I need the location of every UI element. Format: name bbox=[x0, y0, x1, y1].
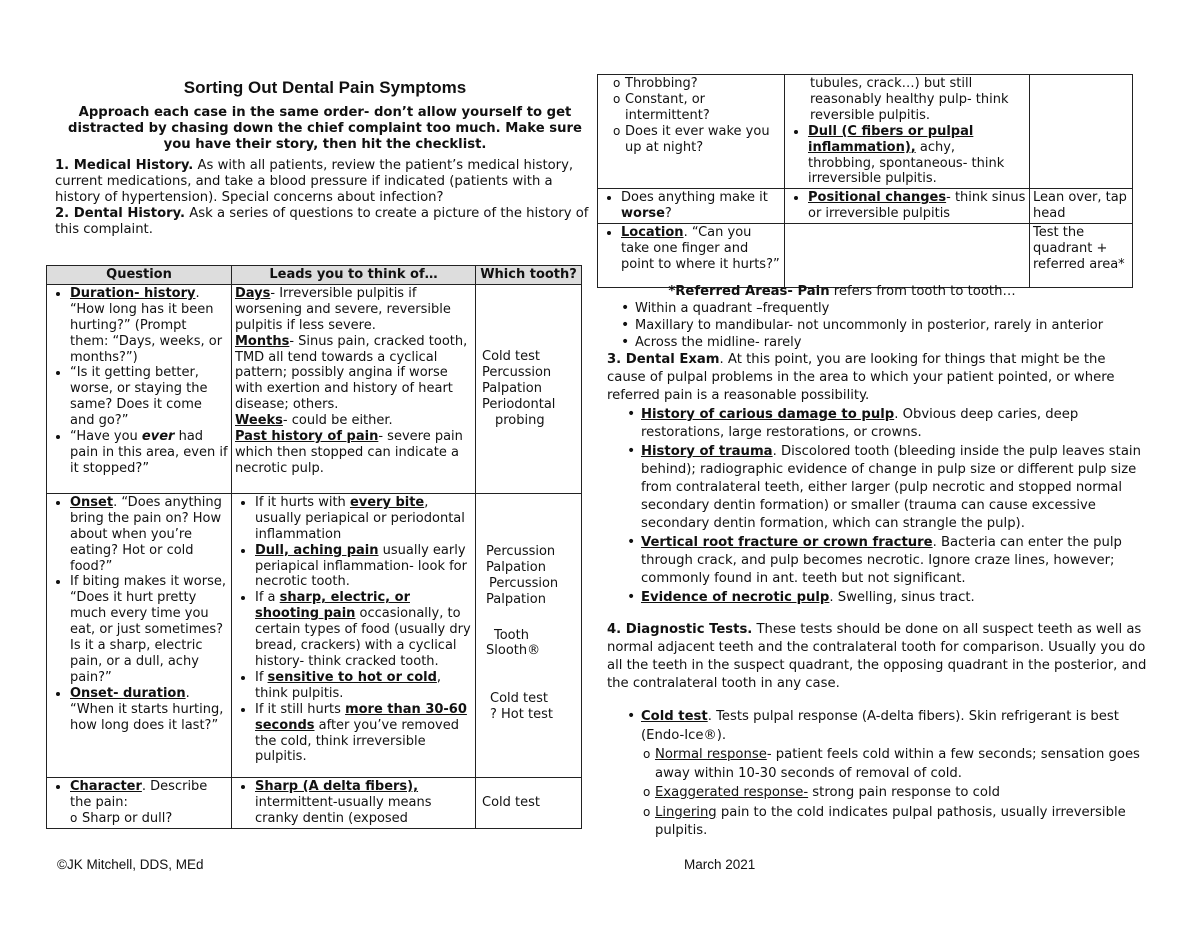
diagnostic-tests-text: 4. Diagnostic Tests. These tests should be done on all suspect teeth as well as normal adjacent teeth and the contralateral tooth for comparison. Usually you do all the teeth in the suspect quadrant, the opposing quadrant in the posterior, and the contralateral tooth in any case. bbox=[607, 622, 1147, 691]
question-list bbox=[50, 495, 228, 734]
leads-text: Days- Irreversible pulpitis if worsening and severe, reversible pulpitis if less severe. bbox=[235, 285, 451, 333]
list-item: • If it hurts with every bite, usually periapical or periodontal inflammation bbox=[255, 495, 472, 543]
referred-list bbox=[607, 300, 1147, 351]
list-item: o Does it ever wake you up at night? bbox=[625, 124, 781, 156]
dental-history-text: Ask a series of questions to create a picture of the history of this complaint. bbox=[55, 206, 589, 237]
list-item: o Normal response- patient feels cold within a few seconds; sensation goes away within 10-30 seconds of removal of cold. bbox=[655, 745, 1147, 783]
header-leads: Leads you to think of… bbox=[232, 266, 476, 285]
list-item: • Dull, aching pain usually early periapical inflammation- look for necrotic tooth. bbox=[255, 543, 472, 591]
list-item: • Maxillary to mandibular- not uncommonly in posterior, rarely in anterior bbox=[635, 317, 1147, 334]
list-item: • Does anything make it worse? bbox=[621, 190, 781, 222]
leads-list bbox=[235, 495, 472, 765]
question-list bbox=[50, 286, 228, 477]
list-item: • If biting makes it worse, “Does it hurt pretty much every time you eat, or just sometimes? Is it a sharp, electric pain, or a dull, achy pain?” bbox=[70, 574, 228, 685]
list-item: • If a sharp, electric, or shooting pain occasionally, to certain types of food (usually dry bread, crackers) with a cyclical history- think cracked tooth. bbox=[255, 590, 472, 670]
intro-text: Approach each case in the same order- don’t allow yourself to get distracted by chasing down the chief complaint too much. Make sure you have their story, then hit the checklist. bbox=[68, 105, 582, 152]
leads-list bbox=[788, 124, 1026, 188]
question-list bbox=[50, 779, 228, 827]
table-row bbox=[598, 189, 1133, 224]
right-column-text bbox=[607, 284, 1147, 841]
list-item: • “Is it getting better, worse, or staying the same? Does it come and go?” bbox=[70, 365, 228, 429]
dental-exam-text: 3. Dental Exam. At this point, you are looking for things that might be the cause of pulpal problems in the area to which your patient pointed, or where referred pain is a reasonable possibility. bbox=[607, 352, 1115, 403]
list-item: • Onset. “Does anything bring the pain on? How about when you’re eating? Hot or cold food?” bbox=[70, 495, 228, 575]
list-item: • Dull (C fibers or pulpal inflammation), achy, throbbing, spontaneous- think irreversible pulpitis. bbox=[808, 124, 1026, 188]
medical-history-heading: 1. Medical History. bbox=[55, 158, 194, 173]
leads-text: Past history of pain- severe pain which then stopped can indicate a necrotic pulp. bbox=[235, 429, 463, 476]
list-item: • Evidence of necrotic pulp. Swelling, sinus tract. bbox=[641, 588, 1147, 607]
leads-text: Months- Sinus pain, cracked tooth, TMD all tend towards a cyclical pattern; possibly angina if worse with exertion and history of heart disease; others. bbox=[235, 333, 468, 413]
question-list bbox=[601, 225, 781, 273]
pain-table-continued bbox=[597, 74, 1133, 288]
table-row bbox=[598, 224, 1133, 288]
leads-text: tubules, crack…) but still reasonably healthy pulp- think reversible pulpitis. bbox=[810, 76, 1009, 123]
dental-exam-list bbox=[607, 405, 1147, 607]
which-tooth-cell: Cold test bbox=[476, 777, 582, 828]
question-list bbox=[601, 76, 781, 156]
referred-areas: *Referred Areas- Pain refers from tooth to tooth… bbox=[668, 284, 1016, 299]
page-title: Sorting Out Dental Pain Symptoms bbox=[183, 78, 467, 97]
list-item: • Across the midline- rarely bbox=[635, 334, 1147, 351]
date: March 2021 bbox=[684, 857, 756, 872]
leads-text: Weeks- could be either. bbox=[235, 413, 393, 429]
list-item: • History of carious damage to pulp. Obvious deep caries, deep restorations, large restorations, or crowns. bbox=[641, 405, 1147, 442]
leads-cell-empty bbox=[785, 224, 1030, 288]
list-item: • Positional changes- think sinus or irreversible pulpitis bbox=[808, 190, 1026, 222]
which-tooth-cell: Lean over, tap head bbox=[1030, 189, 1133, 224]
list-item: o Constant, or intermittent? bbox=[625, 92, 781, 124]
table-row bbox=[47, 493, 582, 777]
list-item: • Onset- duration. “When it starts hurting, how long does it last?” bbox=[70, 686, 228, 734]
medical-history-text: As with all patients, review the patient’s medical history, current medications, and take a blood pressure if indicated (patients with a history of hypertension). Special concerns about infection? bbox=[55, 158, 574, 205]
table-row bbox=[47, 777, 582, 828]
question-list bbox=[601, 190, 781, 222]
copyright: ©JK Mitchell, DDS, MEd bbox=[57, 857, 204, 872]
list-item: • Location. “Can you take one finger and point to where it hurts?” bbox=[621, 225, 781, 273]
header-question: Question bbox=[47, 266, 232, 285]
list-item: • Within a quadrant –frequently bbox=[635, 300, 1147, 317]
which-tooth-cell: Percussion Palpation Percussion Palpation Tooth Slooth® Cold test ? Hot test bbox=[476, 493, 582, 777]
list-item: • Duration- history. “How long has it been hurting?” (Prompt them: “Days, weeks, or months?”) bbox=[70, 286, 228, 366]
list-item: • If sensitive to hot or cold, think pulpitis. bbox=[255, 670, 472, 702]
which-tooth-cell: Test the quadrant + referred area* bbox=[1030, 224, 1133, 288]
leads-list bbox=[788, 190, 1026, 222]
list-item: o Throbbing? bbox=[625, 76, 781, 92]
list-item: o Lingering pain to the cold indicates pulpal pathosis, usually irreversible pulpitis. bbox=[655, 803, 1147, 841]
which-tooth-cell bbox=[1030, 75, 1133, 189]
list-item: • “Have you ever had pain in this area, even if it stopped?” bbox=[70, 429, 228, 477]
pain-table bbox=[46, 265, 582, 829]
dental-history-heading: 2. Dental History. bbox=[55, 206, 186, 221]
list-item: o Sharp or dull? bbox=[82, 811, 228, 827]
leads-list bbox=[235, 779, 472, 827]
diagnostic-tests-list bbox=[607, 707, 1147, 841]
section-medical-history bbox=[55, 158, 595, 238]
list-item: • History of trauma. Discolored tooth (bleeding inside the pulp leaves stain behind); radiographic evidence of change in pulp size or different pulp size from contralateral teeth, either larger (pulp necrotic and stopped normal secondary dentin formation) or smaller (trauma can cause excessive secondary dentin formation, which can strangle the pulp). bbox=[641, 442, 1147, 533]
list-item: • If it still hurts more than 30-60 seconds after you’ve removed the cold, think irreversible pulpitis. bbox=[255, 702, 472, 766]
list-item: • Vertical root fracture or crown fracture. Bacteria can enter the pulp through crack, and pulp becomes necrotic. Ignore craze lines, however; commonly found in ant. teeth but not significant. bbox=[641, 533, 1147, 588]
table-row bbox=[47, 284, 582, 493]
table-header-row bbox=[47, 266, 582, 285]
header-which-tooth: Which tooth? bbox=[476, 266, 582, 285]
list-item: • Character. Describe the pain: o Sharp or dull? bbox=[70, 779, 228, 827]
which-tooth-cell: Cold test Percussion Palpation Periodontal probing bbox=[476, 284, 582, 493]
list-item: o Exaggerated response- strong pain response to cold bbox=[655, 783, 1147, 803]
list-item: • Cold test. Tests pulpal response (A-delta fibers). Skin refrigerant is best (Endo-Ice®). o Normal response- patient feels cold within a few seconds; sensation goes away within 10-30 seconds of removal of cold. o Exaggerated response- strong pain response to cold o Lingering pain to the cold indicates pulpal pathosis, usually irreversible pulpitis. bbox=[641, 707, 1147, 841]
table-row bbox=[598, 75, 1133, 189]
list-item: • Sharp (A delta fibers), intermittent-usually means cranky dentin (exposed bbox=[255, 779, 472, 827]
